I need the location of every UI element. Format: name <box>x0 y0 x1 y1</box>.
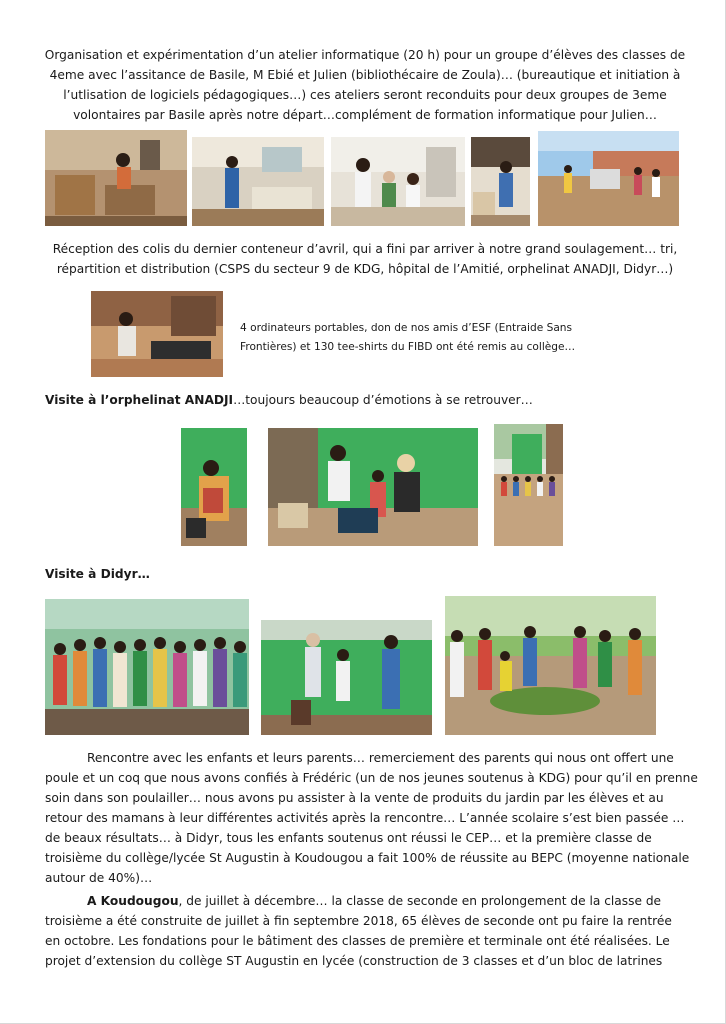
anadji-heading <box>45 391 685 409</box>
donation-caption <box>240 319 680 357</box>
photo-workshop-2 <box>192 137 324 226</box>
text-line: volontaires par Basile après notre départ…complément de formation informatique pour Julien… <box>73 108 657 122</box>
didyr-heading <box>45 565 345 583</box>
photo-workshop-3 <box>331 137 465 226</box>
text-line <box>45 891 705 911</box>
photo-workshop-5 <box>538 131 679 226</box>
photo-workshop-4 <box>471 137 530 226</box>
text-line: Réception des colis du dernier conteneur d’avril, qui a fini par arriver à notre grand soulagement… tri, <box>52 242 678 256</box>
text-line: 4eme avec l’assitance de Basile, M Ebié et Julien (bibliothécaire de Zoula)… (bureautique et initiation à <box>49 68 681 82</box>
photo-didyr-3 <box>445 596 656 735</box>
photo-orphanage-1 <box>181 428 247 546</box>
photo-didyr-2 <box>261 620 432 735</box>
photo-didyr-1 <box>45 599 249 735</box>
text-line: soin dans son poulailler… nous avons pu assister à la vente de produits du jardin par les élèves et au <box>45 791 664 805</box>
text-line: l’utlisation de logiciels pédagogiques…) ces ateliers seront reconduits pour deux groupes de 3eme <box>63 88 667 102</box>
koudougou-paragraph <box>45 891 705 971</box>
intro-paragraph <box>40 45 690 125</box>
photo-orphanage-2 <box>268 428 478 546</box>
koudougou-title: A Koudougou <box>87 894 179 908</box>
text-line: troisième du collège/lycée St Augustin à Koudougou a fait 100% de réussite au BEPC (moyenne nationale <box>45 851 690 865</box>
photo-laptops <box>91 291 223 377</box>
text-line: projet d’extension du collège ST Augustin en lycée (construction de 3 classes et d’un bloc de latrines <box>45 954 663 968</box>
anadji-title: Visite à l’orphelinat ANADJI <box>45 393 234 407</box>
meeting-paragraph <box>45 748 705 888</box>
reception-paragraph <box>40 239 690 279</box>
text-line: Rencontre avec les enfants et leurs parents… remerciement des parents qui nous ont offert une <box>87 751 674 765</box>
text-line: poule et un coq que nous avons confiés à Frédéric (un de nos jeunes soutenus à KDG) pour qu’il en prenne <box>45 771 698 785</box>
didyr-title: Visite à Didyr… <box>45 567 150 581</box>
photo-workshop-1 <box>45 130 187 226</box>
text-line: répartition et distribution (CSPS du secteur 9 de KDG, hôpital de l’Amitié, orphelinat ANADJI, Didyr…) <box>56 262 674 276</box>
text-line: 4 ordinateurs portables, don de nos amis d’ESF (Entraide Sans <box>240 322 573 334</box>
text-line: en octobre. Les fondations pour le bâtiment des classes de première et terminale ont été réalisées. Le <box>45 934 670 948</box>
anadji-subtitle: …toujours beaucoup d’émotions à se retrouver… <box>233 393 533 407</box>
text-line: troisième a été construite de juillet à fin septembre 2018, 65 élèves de seconde ont pu faire la rentrée <box>45 914 672 928</box>
text-line: autour de 40%)… <box>45 871 153 885</box>
photo-orphanage-3 <box>494 424 563 546</box>
koudougou-first-line: , de juillet à décembre… la classe de seconde en prolongement de la classe de <box>178 894 662 908</box>
text-line: retour des mamans à leur différentes activités après la rencontre… L’année scolaire s’est bien passée … <box>45 811 685 825</box>
text-line: Organisation et expérimentation d’un atelier informatique (20 h) pour un groupe d’élèves des classes de <box>44 48 686 62</box>
text-line: de beaux résultats… à Didyr, tous les enfants soutenus ont réussi le CEP… et la première classe de <box>45 831 652 845</box>
text-line: Frontières) et 130 tee-shirts du FIBD ont été remis au collège… <box>240 341 576 353</box>
